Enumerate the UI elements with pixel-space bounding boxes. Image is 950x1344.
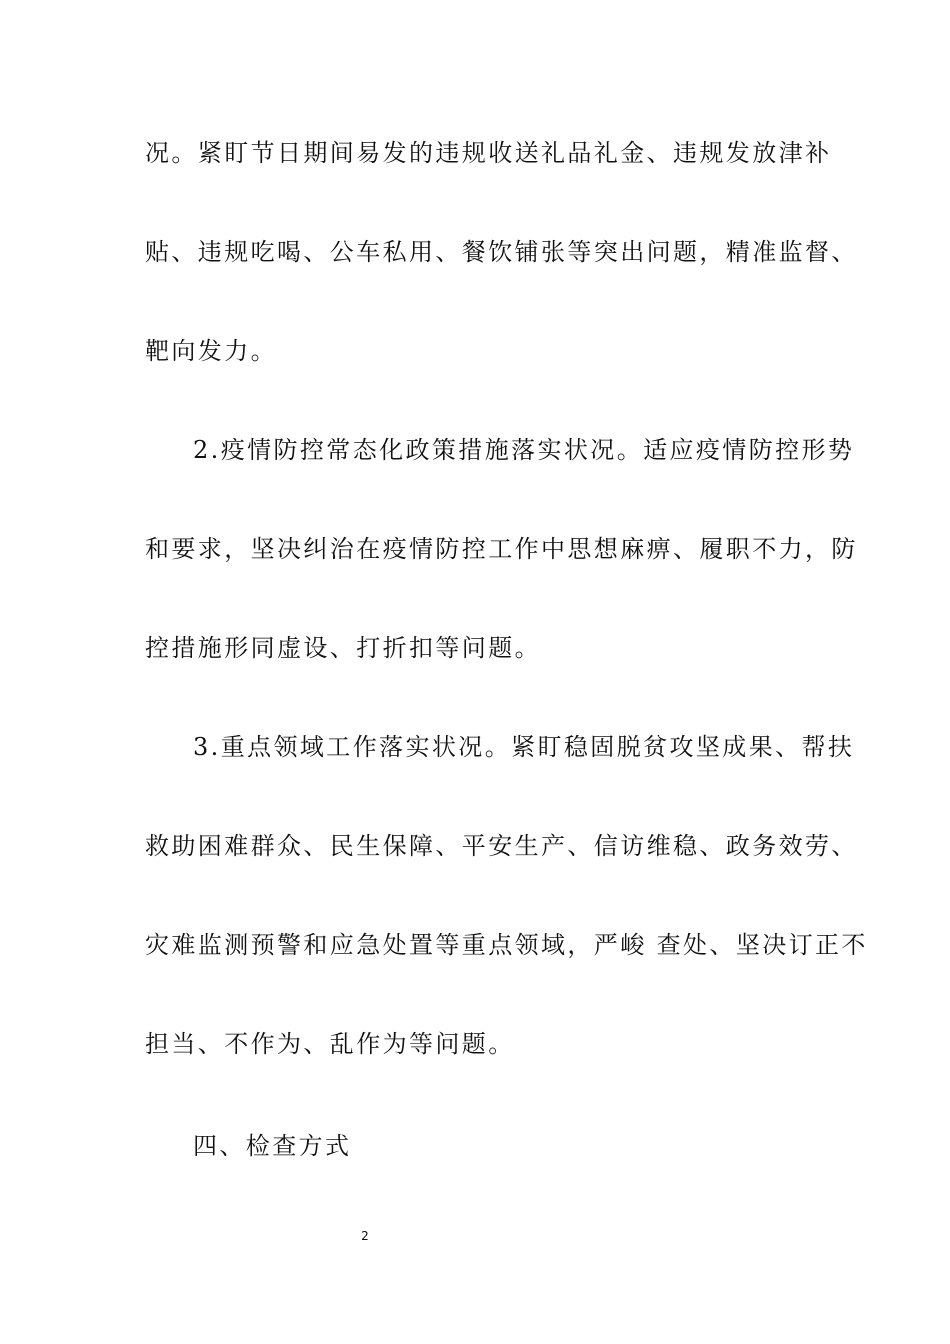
- page-number: 2: [361, 1229, 369, 1243]
- paragraph-2-line-3: 控措施形同虚设、打折扣等问题。: [145, 634, 541, 662]
- section-heading: 四、检查方式: [193, 1132, 352, 1160]
- paragraph-3-line-3: 灾难监测预警和应急处置等重点领域，严峻 查处、坚决订正不: [145, 931, 868, 959]
- paragraph-3-line-1: 3.重点领域工作落实状况。紧盯稳固脱贫攻坚成果、帮扶: [193, 733, 855, 761]
- paragraph-1-line-2: 贴、违规吃喝、公车私用、餐饮铺张等突出问题，精准监督、: [145, 238, 858, 266]
- paragraph-2-line-1: 2.疫情防控常态化政策措施落实状况。适应疫情防控形势: [193, 436, 855, 464]
- paragraph-1-line-1: 况。紧盯节日期间易发的违规收送礼品礼金、违规发放津补: [145, 139, 832, 167]
- paragraph-3-line-2: 救助困难群众、民生保障、平安生产、信访维稳、政务效劳、: [145, 832, 858, 860]
- paragraph-3-line-4: 担当、不作为、乱作为等问题。: [145, 1030, 515, 1058]
- paragraph-2-line-2: 和要求，坚决纠治在疫情防控工作中思想麻痹、履职不力，防: [145, 535, 858, 563]
- paragraph-1-line-3: 靶向发力。: [145, 337, 277, 365]
